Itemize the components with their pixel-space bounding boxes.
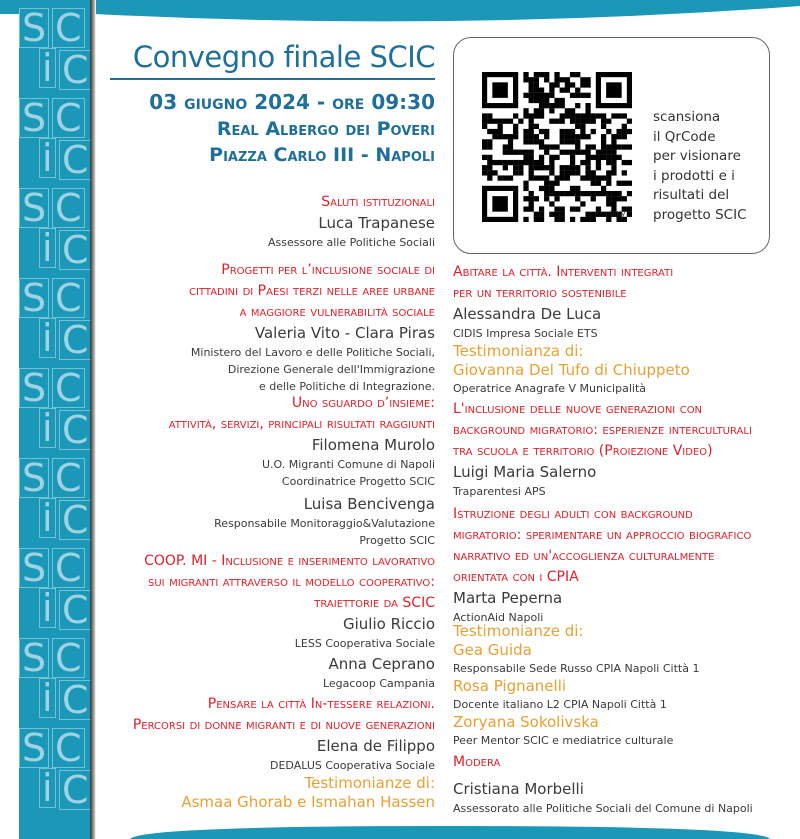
qr-code[interactable]	[482, 72, 632, 222]
speaker-role: Ministero del Lavoro e delle Politiche Sociali,	[190, 346, 435, 359]
speaker-name: Anna Ceprano	[328, 655, 435, 673]
session-title: tra scuola e territorio (Proiezione Video)	[453, 443, 713, 459]
session-title: traiettorie da SCIC	[314, 595, 435, 611]
session-title: per un territorio sostenibile	[453, 285, 627, 301]
logo-letter: C	[59, 140, 90, 180]
speaker-role: Direzione Generale dell'Immigrazione	[227, 363, 435, 376]
program-block	[453, 504, 751, 626]
session-title: attività, servizi, principali risultati raggiunti	[168, 416, 435, 432]
testimony: Asmaa Ghorab e Ismahan Hassen	[181, 793, 435, 811]
qr-line: i prodotti e i	[653, 167, 735, 184]
logo-letter: S	[19, 638, 49, 678]
speaker-name: Filomena Murolo	[311, 436, 435, 454]
logo-letter: S	[19, 188, 49, 228]
speaker-role: e delle Politiche di Integrazione.	[259, 380, 435, 393]
speaker-name: Marta Peperna	[453, 589, 563, 607]
session-title: Modera	[453, 754, 501, 770]
logo-letter: S	[19, 278, 49, 318]
speaker-name: Cristiana Morbelli	[453, 780, 584, 798]
speaker-name: Luigi Maria Salerno	[453, 463, 597, 481]
logo-letter: i	[39, 498, 56, 538]
event-date: 03 giugno 2024 - ore 09:30	[149, 90, 435, 114]
logo-letter: S	[19, 458, 49, 498]
bottom-band	[130, 826, 770, 839]
testimony: Testimonianza di:	[453, 342, 584, 360]
qr-line: scansiona	[653, 109, 721, 125]
program-block	[453, 622, 699, 749]
logo-letter: C	[52, 548, 85, 588]
program-block	[453, 752, 753, 817]
session-title: Pensare la città In-tessere relazioni.	[207, 696, 435, 712]
session-title: cittadini di Paesi terzi nelle aree urbane	[189, 283, 435, 299]
session-title: orientata con i CPIA	[453, 569, 579, 585]
program-block	[453, 262, 690, 397]
speaker-name: Giulio Riccio	[342, 615, 435, 633]
logo-letter: C	[52, 728, 85, 768]
program-block	[144, 551, 435, 652]
speaker-role: Coordinatrice Progetto SCIC	[281, 475, 435, 488]
logo-letter: C	[59, 500, 90, 540]
session-title: narrativo ed un'accoglienza culturalmente	[453, 548, 715, 564]
logo-letter: C	[52, 368, 85, 408]
logo-letter: C	[52, 188, 85, 228]
logo-letter: i	[39, 318, 56, 358]
venue-address: Piazza Carlo III - Napoli	[209, 144, 435, 166]
qr-line: progetto SCIC	[653, 206, 747, 223]
speaker-name: Luca Trapanese	[318, 214, 435, 232]
session-title: COOP. MI - Inclusione e inserimento lavorativo	[144, 553, 435, 569]
speaker-name: Elena de Filippo	[316, 737, 435, 755]
speaker-role: DEDALUS Cooperativa Sociale	[270, 759, 435, 772]
speaker-role: Progetto SCIC	[359, 534, 435, 547]
session-title: sui migranti attraverso il modello cooperativo:	[148, 574, 435, 590]
logo-letter: C	[52, 458, 85, 498]
testimony-role: Operatrice Anagrafe V Municipalità	[453, 382, 646, 395]
qr-line: risultati del	[653, 187, 730, 203]
logo-letter: C	[59, 770, 90, 810]
testimony-label: Testimonianze di:	[453, 622, 584, 640]
logo-letter: i	[39, 48, 56, 88]
strip-shadow	[90, 0, 96, 839]
logo-letter: C	[52, 98, 85, 138]
session-title: Abitare la città. Interventi integrati	[453, 264, 674, 280]
logo-letter: C	[52, 638, 85, 678]
qr-instructions	[653, 108, 747, 225]
logo-letter: C	[59, 320, 90, 360]
speaker-role: Legacoop Campania	[322, 677, 435, 690]
logo-letter: S	[19, 8, 49, 48]
program-block	[214, 494, 435, 549]
logo-letter: S	[19, 548, 49, 588]
program-block	[189, 260, 435, 395]
logo-letter: i	[39, 408, 56, 448]
session-title: background migratorio: esperienze interculturali	[453, 422, 752, 438]
testimony: Testimonianze di:	[304, 774, 435, 792]
qr-line: per visionare	[653, 148, 741, 164]
logo-letter: C	[52, 278, 85, 318]
speaker-name: Alessandra De Luca	[453, 305, 602, 323]
logo-letter: i	[39, 138, 56, 178]
program-block	[133, 694, 435, 812]
speaker-role: LESS Cooperativa Sociale	[294, 637, 435, 650]
logo-letter: C	[59, 230, 90, 270]
logo-letter: S	[19, 728, 49, 768]
program-block	[453, 399, 752, 500]
logo-letter: i	[39, 588, 56, 628]
speaker-name: Valeria Vito - Clara Piras	[254, 324, 435, 342]
scic-logo-strip	[19, 0, 90, 839]
session-title: Uno sguardo d’insieme:	[291, 395, 435, 411]
program-block	[323, 654, 435, 692]
speaker-name: Luisa Bencivenga	[303, 495, 435, 513]
qr-line: il QrCode	[653, 128, 716, 145]
page-title: Convegno finale SCIC	[110, 40, 435, 80]
testimony: Giovanna Del Tufo di Chiuppeto	[453, 361, 690, 379]
logo-letter: S	[19, 368, 49, 408]
testimony-role: Docente italiano L2 CPIA Napoli Città 1	[453, 698, 667, 711]
testimony-name: Gea Guida	[453, 641, 532, 659]
program-block	[169, 393, 435, 490]
logo-letter: i	[39, 678, 56, 718]
speaker-role: Assessore alle Politiche Sociali	[267, 236, 435, 249]
bitly-badge: bitly	[610, 210, 626, 218]
testimony-role: Peer Mentor SCIC e mediatrice culturale	[453, 734, 674, 747]
testimony-role: Responsabile Sede Russo CPIA Napoli Città 1	[453, 662, 700, 675]
session-title: Progetti per l’inclusione sociale di	[221, 262, 435, 278]
speaker-role: ActionAid Napoli	[453, 611, 544, 624]
speaker-role: Responsabile Monitoraggio&Valutazione	[214, 517, 435, 530]
speaker-role: CIDIS Impresa Sociale ETS	[453, 327, 598, 340]
session-title: Percorsi di donne migranti e di nuove generazioni	[132, 717, 435, 733]
session-title: L'inclusione delle nuove generazioni con	[453, 401, 703, 417]
logo-letter: C	[52, 8, 85, 48]
logo-letter: C	[59, 590, 90, 630]
logo-letter: S	[19, 98, 49, 138]
logo-letter: i	[39, 228, 56, 268]
speaker-role: Assessorato alle Politiche Sociali del Comune di Napoli	[453, 802, 753, 815]
speaker-role: U.O. Migranti Comune di Napoli	[261, 458, 435, 471]
testimony-name: Zoryana Sokolivska	[453, 713, 599, 731]
session-title: a maggiore vulnerabilità sociale	[239, 304, 435, 320]
session-title: migratorio: sperimentare un approccio biografico	[453, 527, 752, 543]
testimony-name: Rosa Pignanelli	[453, 677, 567, 695]
logo-letter: C	[59, 680, 90, 720]
logo-letter: i	[39, 768, 56, 808]
session-title: Istruzione degli adulti con background	[453, 506, 693, 522]
speaker-role: Traparentesi APS	[453, 485, 546, 498]
top-band	[0, 0, 800, 21]
session-title: Saluti istituzionali	[321, 194, 435, 210]
logo-letter: C	[59, 410, 90, 450]
venue-name: Real Albergo dei Poveri	[216, 118, 435, 140]
logo-letter: C	[59, 50, 90, 90]
program-block	[268, 192, 435, 251]
